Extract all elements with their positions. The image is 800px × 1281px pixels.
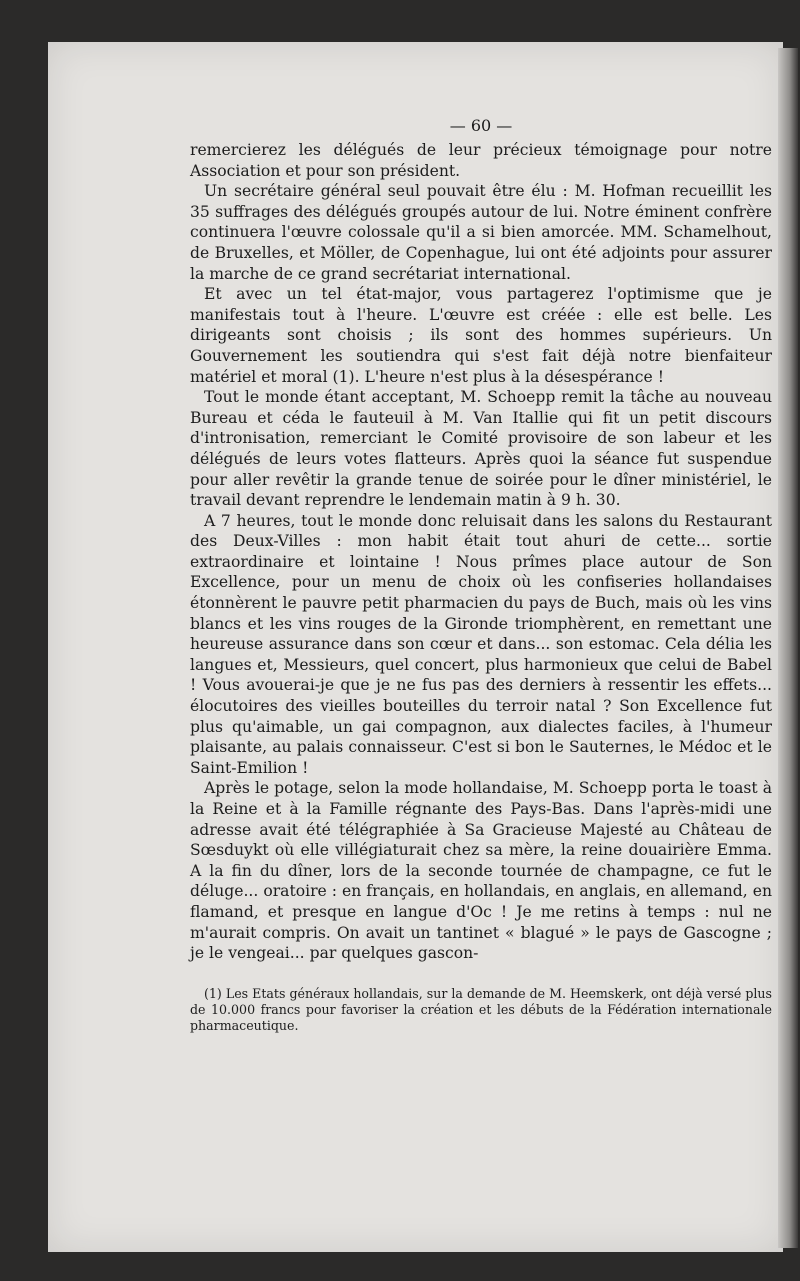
paragraph: Un secrétaire général seul pouvait être élu : M. Hofman recueillit les 35 suffrages des délégués groupés autour de lui. Notre éminent confrère continuera l'œuvre colossale qu'il a si bien amorcée. MM. Schamelhout, de Bruxelles, et Möller, de Copenhague, lui ont été adjoints pour assurer la marche de ce grand secrétariat international. [190,182,772,283]
footnote-text: (1) Les Etats généraux hollandais, sur la demande de M. Heemskerk, ont déjà versé plus de 10.000 francs pour favoriser la création et les débuts de la Fédération internationale pharmaceutique. [190,986,772,1033]
paragraph: Après le potage, selon la mode hollandaise, M. Schoepp porta le toast à la Reine et à la Famille régnante des Pays-Bas. Dans l'après-midi une adresse avait été télégraphiée à Sa Gracieuse Majesté au Château de Sœsduykt où elle villégiaturait chez sa mère, la reine douairière Emma. A la fin du dîner, lors de la seconde tournée de champagne, ce fut le déluge... oratoire : en français, en hollandais, en anglais, en allemand, en flamand, et presque en langue d'Oc ! Je me retins à temps : nul ne m'aurait compris. On avait un tantinet « blagué » le pays de Gascogne ; je le vengeai... par quelques gascon- [190,779,772,963]
paragraph: Et avec un tel état-major, vous partagerez l'optimisme que je manifestais tout à l'heure. L'œuvre est créée : elle est belle. Les dirigeants sont choisis ; ils sont des hommes supérieurs. Un Gouvernement les soutiendra qui s'est fait déjà notre bienfaiteur matériel et moral (1). L'heure n'est plus à la désespérance ! [190,285,772,386]
paragraph: remercierez les délégués de leur précieux témoignage pour notre Association et pour son président. [190,141,772,180]
page-edge [778,48,798,1248]
page-number: — 60 — [449,116,513,135]
paragraph: Tout le monde étant acceptant, M. Schoepp remit la tâche au nouveau Bureau et céda le fauteuil à M. Van Itallie qui fit un petit discours d'intronisation, remerciant le Comité provisoire de son labeur et les délégués de leurs votes flatteurs. Après quoi la séance fut suspendue pour aller revêtir la grande tenue de soirée pour le dîner ministériel, le travail devant reprendre le lendemain matin à 9 h. 30. [190,388,772,510]
page-body [190,116,772,964]
paragraph: A 7 heures, tout le monde donc reluisait dans les salons du Restaurant des Deux-Villes : mon habit était tout ahuri de cette... sortie extraordinaire et lointaine ! Nous prîmes place autour de Son Excellence, pour un menu de choix où les confiseries hollandaises étonnèrent le pauvre petit pharmacien du pays de Buch, mais où les vins blancs et les vins rouges de la Gironde triomphèrent, en remettant une heureuse assurance dans son cœur et dans... son estomac. Cela délia les langues et, Messieurs, quel concert, plus harmonieux que celui de Babel ! Vous avouerai-je que je ne fus pas des derniers à ressentir les effets... élocutoires des vieilles bouteilles du terroir natal ? Son Excellence fut plus qu'aimable, un gai compagnon, aux dialectes faciles, à l'humeur plaisante, au palais connaisseur. C'est si bon le Sauternes, le Médoc et le Saint-Emilion ! [190,511,772,777]
footnote [190,986,772,1034]
